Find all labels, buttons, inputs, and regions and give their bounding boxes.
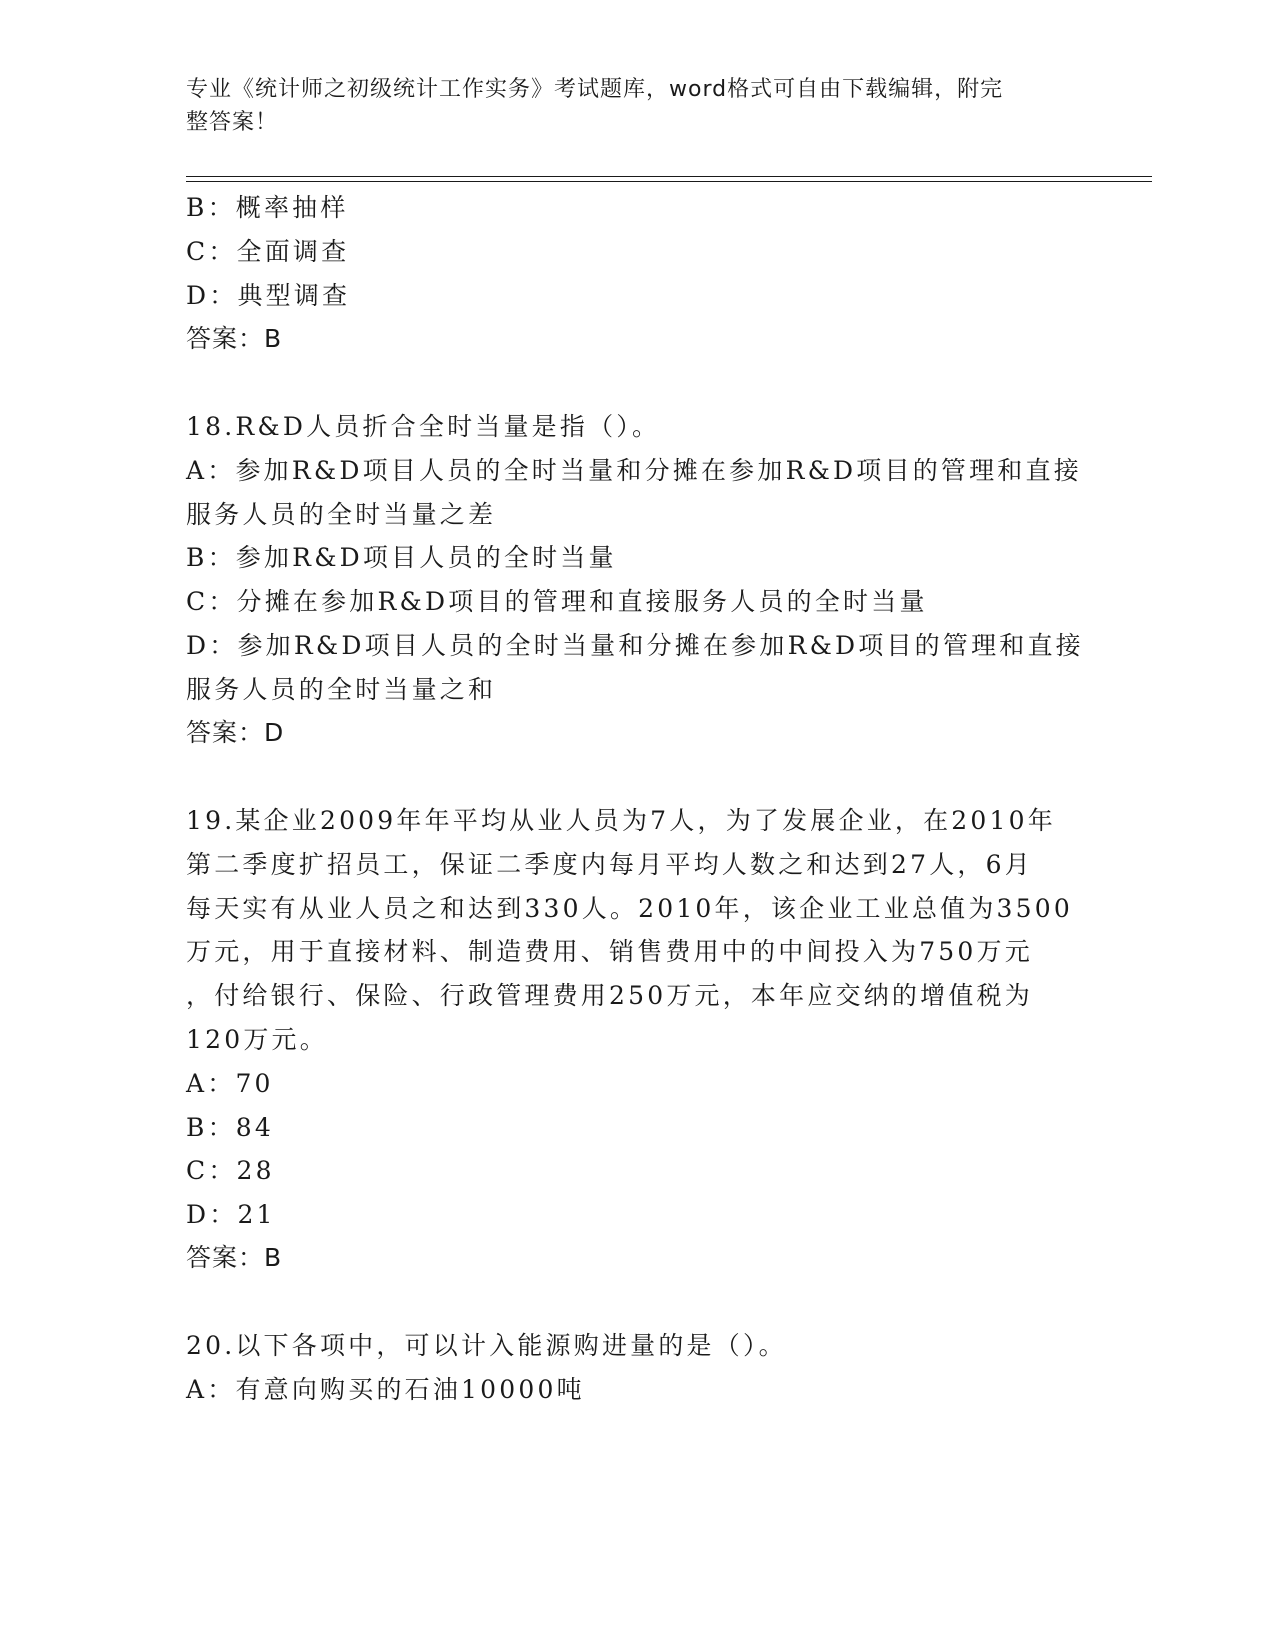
q18-answer: 答案：D — [186, 718, 285, 747]
q17-option-d: D：典型调查 — [186, 281, 351, 310]
q17-answer: 答案：B — [186, 324, 283, 353]
q17-option-b: B：概率抽样 — [186, 193, 349, 222]
q19-option-a: A：70 — [186, 1069, 274, 1098]
q19-answer: 答案：B — [186, 1243, 283, 1272]
q17-option-c: C：全面调查 — [186, 237, 350, 266]
header-rule-top — [186, 176, 1152, 177]
q20-option-a: A：有意向购买的石油10000吨 — [186, 1375, 585, 1404]
header-line-2: 整答案！ — [186, 110, 279, 135]
q19-option-c: C：28 — [186, 1156, 275, 1185]
q20-question: 20.以下各项中，可以计入能源购进量的是（）。 — [186, 1331, 787, 1360]
q19-question-line-2: 第二季度扩招员工，保证二季度内每月平均人数之和达到27人，6月 — [186, 850, 1033, 879]
q18-option-d-line-2: 服务人员的全时当量之和 — [186, 675, 497, 704]
header-rule-bottom — [186, 181, 1152, 182]
q19-question-line-6: 120万元。 — [186, 1025, 328, 1054]
q19-option-b: B：84 — [186, 1113, 274, 1142]
q19-question-line-4: 万元，用于直接材料、制造费用、销售费用中的中间投入为750万元 — [186, 937, 1033, 966]
q18-option-b: B：参加R&D项目人员的全时当量 — [186, 543, 617, 572]
q18-option-c: C：分摊在参加R&D项目的管理和直接服务人员的全时当量 — [186, 587, 928, 616]
header-line-1: 专业《统计师之初级统计工作实务》考试题库，word格式可自由下载编辑，附完 — [186, 77, 1004, 102]
q19-question-line-3: 每天实有从业人员之和达到330人。2010年，该企业工业总值为3500 — [186, 894, 1073, 923]
document-header — [186, 73, 1066, 139]
q18-option-a-line-2: 服务人员的全时当量之差 — [186, 500, 497, 529]
q19-option-d: D：21 — [186, 1200, 276, 1229]
q18-option-a-line-1: A：参加R&D项目人员的全时当量和分摊在参加R&D项目的管理和直接 — [186, 456, 1082, 485]
q19-question-line-5: ，付给银行、保险、行政管理费用250万元，本年应交纳的增值税为 — [186, 981, 1033, 1010]
q18-option-d-line-1: D：参加R&D项目人员的全时当量和分摊在参加R&D项目的管理和直接 — [186, 631, 1084, 660]
q18-question: 18.R&D人员折合全时当量是指（）。 — [186, 412, 661, 441]
q19-question-line-1: 19.某企业2009年年平均从业人员为7人，为了发展企业，在2010年 — [186, 806, 1056, 835]
